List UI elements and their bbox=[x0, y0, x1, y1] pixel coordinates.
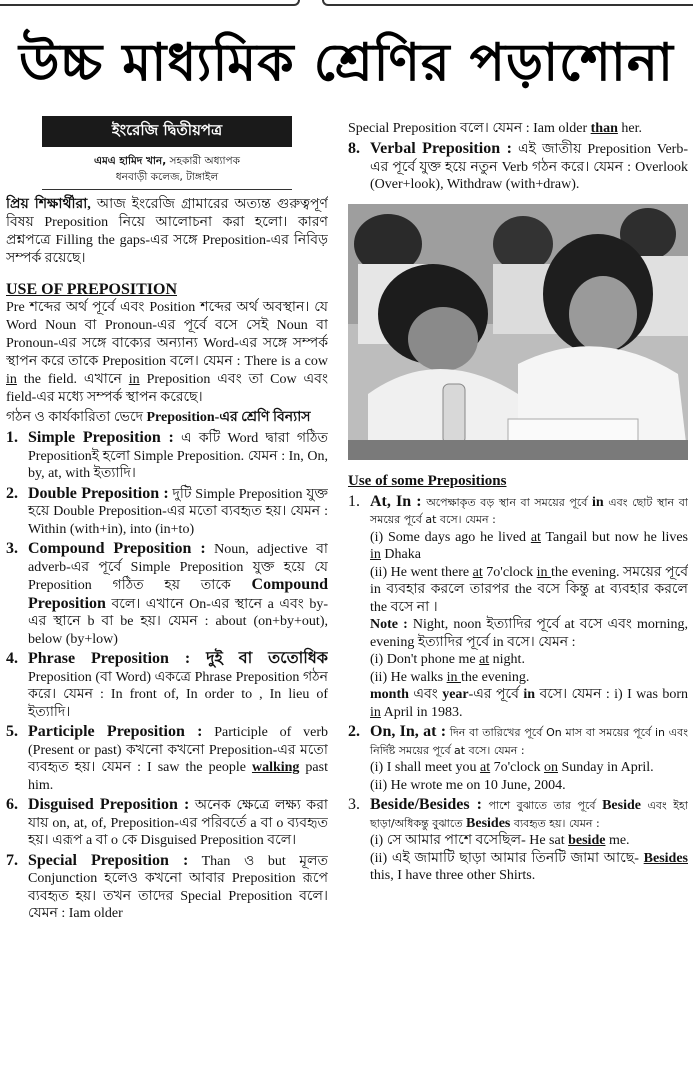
list-item bbox=[348, 493, 688, 722]
example-text: Sunday in April. bbox=[557, 760, 654, 775]
top-border bbox=[0, 0, 693, 14]
item-text-2: past him. bbox=[28, 760, 328, 793]
example-underline: in bbox=[370, 547, 381, 562]
example-text: (ii) He walks bbox=[370, 669, 447, 685]
item-text: অনেক ক্ষেত্রে লক্ষ্য করা যায় on, at, of, Preposition-এর পরিবর্তে a বা o ব্যবহৃত হয়। এরূপ a বা o কে Disguised Preposition বলে। bbox=[28, 798, 328, 848]
special-continuation bbox=[348, 120, 688, 138]
month-text: -এর পূর্বে bbox=[468, 687, 524, 702]
rule-bold: in bbox=[591, 494, 604, 510]
list-item bbox=[348, 140, 688, 194]
example-underline: in bbox=[446, 669, 461, 685]
item-number: 3. bbox=[348, 796, 360, 813]
def-text-a: Pre শব্দের অর্থ পূর্বে এবং Position শব্দের অর্থ অবস্থান। যে Word Noun বা Pronoun-এর পূর্বে বসে সেই Noun বা Pronoun-এর সঙ্গে বাক্যের অন্যান্য Word-এর সঙ্গে সম্পর্ক স্থাপন করে তাকে Preposition বলে। যেমন : There is a cow bbox=[6, 300, 328, 369]
masthead-title: উচ্চ মাধ্যমিক শ্রেণির পড়াশোনা bbox=[18, 33, 675, 93]
item-text: Participle of verb (Present or past) কখনো কখনো Preposition-এর মতো ব্যবহৃত হয়। যেমন : I saw the people bbox=[28, 725, 328, 775]
item-text: এ কটি Word দ্বারা গঠিত Prepositionই হলো Simple Preposition. যেমন : In, On, by, at, with ইত্যাদি। bbox=[28, 431, 328, 481]
item-term: Verbal Preposition : bbox=[370, 140, 512, 157]
special-underline-than: than bbox=[590, 121, 618, 136]
example-underline: Besides bbox=[643, 850, 688, 866]
example-text: Dhaka bbox=[380, 547, 421, 562]
item-underline: walking bbox=[251, 760, 300, 775]
rule-text-2: এবং ছোট স্থান বা সময়ের পূর্বে at বসে। যেমন : bbox=[370, 495, 688, 526]
class-text-b: Preposition-এর শ্রেণি বিন্যাস bbox=[146, 410, 311, 425]
right-column bbox=[348, 120, 688, 1070]
item-number: 3. bbox=[6, 540, 18, 557]
item-text: এই জাতীয় Preposition Verb-এর পূর্বে যুক্ত হয়ে নতুন Verb গঠন করে। যেমন : Overlook (Over+look), Withdraw (with+draw). bbox=[370, 142, 688, 192]
example-text: (i) Don't phone me bbox=[370, 652, 480, 667]
example-underline: in bbox=[370, 704, 381, 720]
example-underline: at bbox=[480, 760, 491, 775]
author-name: এমএ হামিদ খান, bbox=[93, 155, 167, 167]
item-term: Simple Preposition : bbox=[28, 429, 174, 446]
students-exam-photo bbox=[348, 204, 688, 460]
example-text: me. bbox=[605, 833, 630, 848]
note-text: Night, noon ইত্যাদির পূর্বে at বসে এবং morning, evening ইত্যাদির পূর্বে in বসে। যেমন : bbox=[370, 617, 688, 650]
item-number: 2. bbox=[6, 484, 18, 502]
example-text: (i) Some days ago he lived bbox=[370, 529, 531, 545]
example-text: the evening. সময়ের পূর্বে in ব্যবহার করলে তারপর the বসে কিন্তু at ব্যবহার করলে the বসে না । bbox=[370, 564, 688, 615]
item-term: Disguised Preposition : bbox=[28, 796, 190, 813]
rule-text-3: ব্যবহৃত হয়। যেমন : bbox=[510, 816, 600, 830]
month-text: April in 1983. bbox=[380, 704, 463, 720]
rule-text: দিন বা তারিখের পূর্বে On মাস বা সময়ের পূর্বে in এবং নির্দিষ্ট সময়ের পূর্বে at বসে। যেমন : bbox=[370, 726, 688, 757]
in-bold: in bbox=[523, 687, 536, 702]
example-underline: beside bbox=[568, 833, 606, 848]
month-text: এবং bbox=[408, 687, 443, 702]
list-item bbox=[6, 650, 328, 721]
item-term: Beside/Besides : bbox=[370, 796, 482, 813]
author-byline bbox=[42, 153, 292, 190]
rule-bold-2: Besides bbox=[466, 815, 511, 831]
example-text: 7o'clock bbox=[482, 564, 537, 580]
preposition-types-list-cont bbox=[348, 140, 688, 194]
item-text: Noun, adjective বা adverb-এর পূর্বে Simple Preposition যুক্ত হয়ে যে Preposition গঠিত হয় তাকে bbox=[28, 542, 328, 593]
example-underline: at bbox=[479, 652, 490, 667]
item-number: 2. bbox=[348, 723, 360, 740]
example-text: the evening. bbox=[460, 669, 530, 685]
top-border-left bbox=[0, 0, 300, 6]
example-underline: at bbox=[472, 564, 483, 580]
section-heading-use-of-preposition: USE OF PREPOSITION bbox=[6, 281, 177, 298]
item-text: Preposition (বা Word) একত্রে Phrase Preposition গঠন করে। যেমন : In front of, In order to , In lieu of ইত্যাদি। bbox=[28, 669, 328, 720]
item-text: Than ও but মূলত Conjunction হলেও কখনো আবার Preposition রূপে ব্যবহৃত হয়। তখন তাদের Special Preposition বলে। যেমন : Iam older bbox=[28, 853, 328, 921]
list-item bbox=[6, 540, 328, 648]
list-item bbox=[348, 796, 688, 885]
def-underline-in: in bbox=[6, 372, 17, 387]
example-underline: at bbox=[530, 529, 541, 545]
item-number: 4. bbox=[6, 650, 18, 667]
list-item bbox=[6, 852, 328, 923]
list-item bbox=[6, 429, 328, 483]
definition-paragraph bbox=[6, 299, 328, 407]
class-text-a: গঠন ও কার্যকারিতা ভেদে bbox=[6, 410, 147, 425]
list-item bbox=[348, 723, 688, 794]
item-text-2: বলে। এখানে On-এর স্থানে a এবং by-এর স্থানে b বা be হয়। যেমন : about (on+by+out), below (by+low) bbox=[28, 596, 328, 647]
special-cont-text: Special Preposition বলে। যেমন : Iam older bbox=[348, 121, 591, 136]
rule-text: পাশে বুঝাতে তার পূর্বে bbox=[481, 799, 603, 812]
item-term: Participle Preposition : bbox=[28, 723, 203, 740]
month-bold: month bbox=[370, 687, 409, 702]
month-text: বসে। যেমন : i) I was born bbox=[535, 687, 688, 702]
special-cont-end: her. bbox=[617, 121, 642, 136]
year-bold: year bbox=[442, 687, 469, 702]
example-underline: in bbox=[536, 564, 552, 580]
item-number: 7. bbox=[6, 851, 18, 869]
example-text: (ii) He wrote me on 10 June, 2004. bbox=[370, 777, 566, 793]
rule-text: অপেক্ষাকৃত বড় স্থান বা সময়ের পূর্বে bbox=[421, 495, 592, 509]
example-text: (ii) He went there bbox=[370, 564, 473, 580]
rule-bold: Beside bbox=[602, 798, 641, 813]
def-text-c: Preposition এবং তা Cow এবং field-এর মধ্যে সম্পর্ক স্থাপন করেছে। bbox=[6, 372, 328, 405]
item-term: Phrase Preposition : দুই বা ততোধিক bbox=[28, 650, 328, 667]
list-item bbox=[6, 796, 328, 850]
intro-text: আজ ইংরেজি গ্রামারের অত্যন্ত গুরুত্বপূর্ণ বিষয় Preposition নিয়ে আলোচনা করা হলো। কারণ প্রশ্নপত্রে Filling the gaps-এর সঙ্গে Preposition-এর নিবিড় সম্পর্ক রয়েছে। bbox=[6, 197, 328, 266]
author-college: ধনবাড়ী কলেজ, টাঙ্গাইল bbox=[115, 171, 219, 183]
top-border-right bbox=[322, 0, 693, 6]
photo-illustration bbox=[348, 204, 688, 460]
example-text: 7o'clock bbox=[490, 760, 544, 775]
note-label: Note : bbox=[370, 617, 408, 632]
item-number: 1. bbox=[6, 429, 18, 446]
intro-greeting: প্রিয় শিক্ষার্থীরা, bbox=[6, 197, 91, 212]
item-number: 5. bbox=[6, 723, 18, 740]
author-title: সহকারী অধ্যাপক bbox=[166, 155, 241, 167]
item-term: On, In, at : bbox=[370, 723, 447, 740]
list-item bbox=[6, 723, 328, 794]
def-text-b: the field. এখানে bbox=[16, 372, 129, 387]
preposition-types-list bbox=[6, 429, 328, 923]
item-number: 8. bbox=[348, 140, 360, 157]
item-term: Double Preposition : bbox=[28, 484, 169, 502]
item-text: দুটি Simple Preposition যুক্ত হয়ে Double Preposition-এর মতো ব্যবহৃত হয়। যেমন : Within (with+in), into (in+to) bbox=[28, 486, 328, 537]
rule-text-2: এবং ইহা ছাড়া/অধিকন্তু বুঝাতে bbox=[370, 799, 688, 830]
item-number: 1. bbox=[348, 492, 360, 510]
example-text: Tangail but now he lives bbox=[540, 529, 688, 545]
item-term: At, In : bbox=[370, 492, 422, 510]
list-item bbox=[6, 485, 328, 539]
classification-line bbox=[6, 409, 328, 427]
usage-list bbox=[348, 493, 688, 885]
left-column bbox=[6, 114, 328, 1070]
subject-banner: ইংরেজি দ্বিতীয়পত্র bbox=[42, 116, 292, 147]
section-heading-use-of-some: Use of some Prepositions bbox=[348, 472, 507, 489]
def-underline-in-2: in bbox=[128, 372, 140, 387]
item-term: Special Preposition : bbox=[28, 851, 189, 869]
item-number: 6. bbox=[6, 796, 18, 813]
example-text: (i) I shall meet you bbox=[370, 760, 481, 775]
example-text: (i) সে আমার পাশে বসেছিল- He sat bbox=[370, 833, 569, 848]
example-text: (ii) এই জামাটি ছাড়া আমার তিনটি জামা আছে- bbox=[370, 850, 644, 866]
example-text: this, I have three other Shirts. bbox=[370, 868, 536, 883]
item-term: Compound Preposition : bbox=[28, 540, 206, 557]
example-underline: on bbox=[543, 760, 558, 775]
intro-paragraph bbox=[6, 196, 328, 268]
example-text: night. bbox=[489, 652, 525, 667]
item-term-2: Compound Preposition bbox=[28, 576, 328, 612]
